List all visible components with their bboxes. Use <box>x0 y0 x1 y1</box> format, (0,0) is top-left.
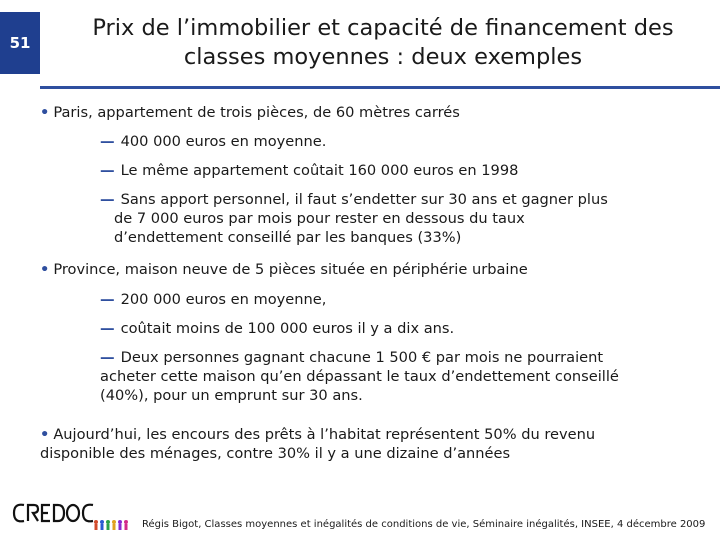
sub-item <box>100 132 326 151</box>
sub-item-text: coûtait moins de 100 000 euros il y a dix ans. <box>120 320 455 337</box>
bullet-encours-continuation: disponible des ménages, contre 30% il y a une dizaine d’années <box>40 445 511 462</box>
dash-icon: — <box>100 162 115 179</box>
bullet-icon: • <box>40 426 50 443</box>
bullet-paris <box>40 104 460 122</box>
sub-item <box>100 348 603 367</box>
sub-item-continuation: de 7 000 euros par mois pour rester en dessous du taux <box>114 210 525 227</box>
dash-icon: — <box>100 291 115 308</box>
sub-item-text: Deux personnes gagnant chacune 1 500 € par mois ne pourraient <box>120 349 604 366</box>
sub-item <box>100 190 608 209</box>
sub-item-text: Sans apport personnel, il faut s’endetter sur 30 ans et gagner plus <box>120 191 608 208</box>
bullet-province-text: Province, maison neuve de 5 pièces située en périphérie urbaine <box>53 261 528 278</box>
bullet-province <box>40 261 528 279</box>
sub-item-text: 400 000 euros en moyenne. <box>120 133 327 150</box>
sub-item-continuation: d’endettement conseillé par les banques (33%) <box>114 229 462 246</box>
dash-icon: — <box>100 191 115 208</box>
sub-item-text: Le même appartement coûtait 160 000 euros en 1998 <box>120 162 519 179</box>
page-title <box>58 14 708 72</box>
sub-item-text: 200 000 euros en moyenne, <box>120 291 327 308</box>
bullet-paris-text: Paris, appartement de trois pièces, de 60 mètres carrés <box>53 104 460 121</box>
credoc-logo-graphic <box>10 495 130 533</box>
sub-item-continuation: (40%), pour un emprunt sur 30 ans. <box>100 387 363 404</box>
title-line-2: classes moyennes : deux exemples <box>183 44 583 70</box>
title-divider <box>40 86 720 89</box>
slide-number: 51 <box>0 12 40 74</box>
sub-item <box>100 319 454 338</box>
dash-icon: — <box>100 320 115 337</box>
bullet-encours-text: Aujourd’hui, les encours des prêts à l’habitat représentent 50% du revenu <box>53 426 596 443</box>
dash-icon: — <box>100 349 115 366</box>
footer-citation: Régis Bigot, Classes moyennes et inégalités de conditions de vie, Séminaire inégalités, INSEE, 4 décembre 2009 <box>142 519 706 530</box>
bullet-icon: • <box>40 261 50 278</box>
credoc-logo <box>10 495 130 533</box>
bullet-encours <box>40 426 595 444</box>
sub-item-continuation: acheter cette maison qu’en dépassant le taux d’endettement conseillé <box>100 368 619 385</box>
bullet-icon: • <box>40 104 50 121</box>
dash-icon: — <box>100 133 115 150</box>
sub-item <box>100 161 518 180</box>
sub-item <box>100 290 326 309</box>
title-line-1: Prix de l’immobilier et capacité de financement des <box>92 15 674 41</box>
